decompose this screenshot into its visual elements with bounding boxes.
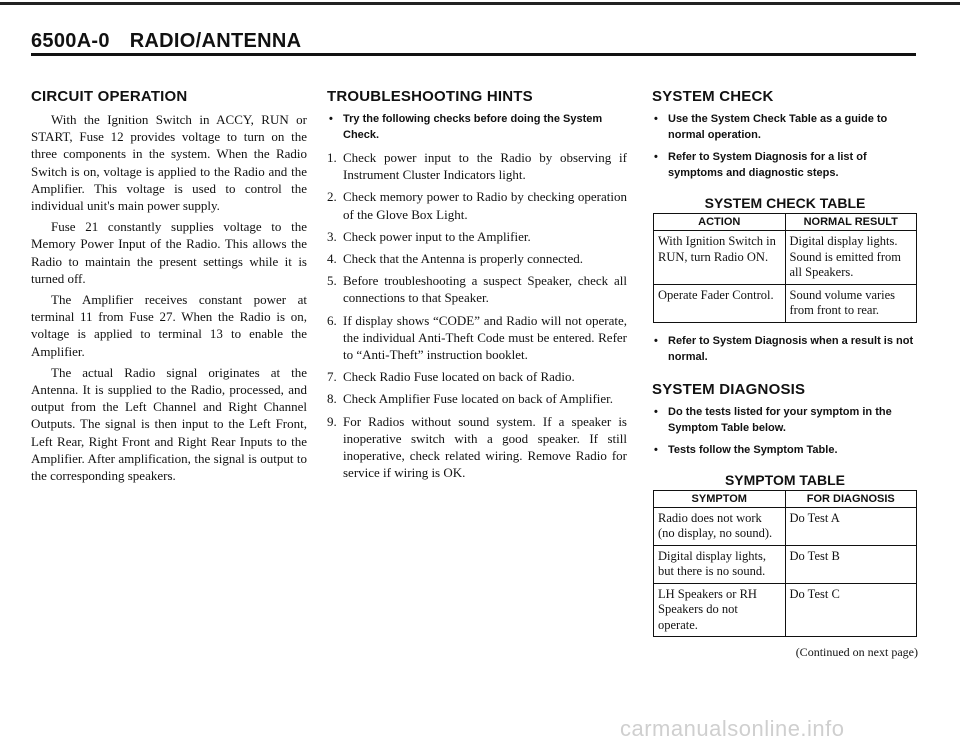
- system-diagnosis-bullet: • Do the tests listed for your symptom in the Symptom Table below.: [652, 404, 918, 436]
- step-number: 8.: [327, 391, 337, 407]
- table-cell: Do Test A: [785, 507, 917, 545]
- step-text: Before troubleshooting a suspect Speaker, check all connections to that Speaker.: [343, 273, 627, 306]
- column-header: NORMAL RESULT: [785, 214, 917, 231]
- troubleshooting-steps: [327, 149, 627, 481]
- table-cell: Digital display lights. Sound is emitted from all Speakers.: [785, 231, 917, 285]
- top-rule: [0, 2, 960, 5]
- step-text: Check power input to the Radio by observing if Instrument Cluster Indicators light.: [343, 150, 627, 183]
- table-row: [654, 545, 917, 583]
- system-check-table: [653, 213, 917, 323]
- step-number: 2.: [327, 189, 337, 205]
- system-check-heading: SYSTEM CHECK: [652, 88, 774, 105]
- table-cell: Digital display lights, but there is no sound.: [654, 545, 786, 583]
- step-text: If display shows “CODE” and Radio will not operate, the individual Anti-Theft Code must be entered. Refer to “Anti-Theft” instruction booklet.: [343, 312, 627, 363]
- circuit-paragraph: Fuse 21 constantly supplies voltage to the Memory Power Input of the Radio. This allows the Radio to maintain the present settings while it is turned off.: [31, 219, 307, 286]
- troubleshooting-section: [327, 88, 627, 486]
- list-item: [327, 390, 627, 407]
- system-diagnosis-bullet: • Tests follow the Symptom Table.: [652, 442, 918, 458]
- table-cell: Operate Fader Control.: [654, 284, 786, 322]
- list-item: [327, 368, 627, 385]
- list-item: [327, 188, 627, 222]
- step-text: Check memory power to Radio by checking operation of the Glove Box Light.: [343, 189, 627, 222]
- table-cell: Do Test B: [785, 545, 917, 583]
- system-check-section: [652, 88, 918, 660]
- step-number: 6.: [327, 312, 337, 328]
- watermark: carmanualsonline.info: [620, 716, 845, 741]
- system-check-bullet: • Use the System Check Table as a guide to normal operation.: [652, 111, 918, 143]
- table-row: [654, 583, 917, 637]
- header-rule: [31, 53, 916, 56]
- table-row: [654, 284, 917, 322]
- table-row: [654, 231, 917, 285]
- circuit-operation-heading: CIRCUIT OPERATION: [31, 88, 188, 105]
- section-title: RADIO/ANTENNA: [129, 30, 302, 52]
- table-cell: Do Test C: [785, 583, 917, 637]
- step-number: 3.: [327, 228, 337, 244]
- step-text: Check that the Antenna is properly connected.: [343, 251, 584, 267]
- table-cell: With Ignition Switch in RUN, turn Radio ON.: [654, 231, 786, 285]
- table-header-row: [654, 490, 917, 507]
- step-text: For Radios without sound system. If a speaker is inoperative switch with a good speaker. If still inoperative, check related wiring. Remove Radio for service if wiring is OK.: [343, 413, 627, 481]
- system-check-table-title: SYSTEM CHECK TABLE: [704, 195, 866, 211]
- column-header: FOR DIAGNOSIS: [785, 490, 917, 507]
- table-cell: LH Speakers or RH Speakers do not operate.: [654, 583, 786, 637]
- system-diagnosis-heading: SYSTEM DIAGNOSIS: [652, 380, 806, 398]
- list-item: [327, 250, 627, 267]
- list-item: [327, 312, 627, 364]
- step-text: Check Amplifier Fuse located on back of Amplifier.: [343, 391, 614, 407]
- step-number: 5.: [327, 273, 337, 289]
- system-check-note: • Refer to System Diagnosis when a result is not normal.: [652, 333, 918, 365]
- circuit-operation-section: [31, 88, 307, 484]
- circuit-paragraph: The Amplifier receives constant power at terminal 11 from Fuse 27. When the Radio is on, voltage is applied to terminal 13 to enable the Amplifier.: [31, 292, 307, 359]
- troubleshooting-heading: TROUBLESHOOTING HINTS: [327, 88, 533, 105]
- circuit-paragraph: With the Ignition Switch in ACCY, RUN or START, Fuse 12 provides voltage to turn on the three components in the system. When the Radio Switch is on, voltage is applied to the Radio and the Amplifier. This voltage is used to control the individual unit's main power supply.: [31, 112, 307, 214]
- page-header: [31, 30, 301, 53]
- step-text: Check Radio Fuse located on back of Radio.: [343, 369, 575, 385]
- column-header: ACTION: [654, 214, 786, 231]
- circuit-paragraph: The actual Radio signal originates at the Antenna. It is supplied to the Radio, processed, and output from the Left Channel and Right Channel Outputs. The signal is then input to the Left Front, Left Rear, Right Front and Right Rear Inputs to the Amplifier. After amplification, the signal is output to the corresponding speakers.: [31, 364, 307, 484]
- system-check-bullet: • Refer to System Diagnosis for a list of symptoms and diagnostic steps.: [652, 149, 918, 181]
- step-number: 1.: [327, 150, 337, 165]
- list-item: [327, 228, 627, 245]
- step-number: 7.: [327, 369, 337, 385]
- continued-note: (Continued on next page): [795, 645, 918, 659]
- troubleshooting-intro: • Try the following checks before doing the System Check.: [327, 111, 627, 143]
- list-item: [327, 149, 627, 183]
- list-item: [327, 413, 627, 482]
- section-code: 6500A-0: [31, 30, 110, 52]
- list-item: [327, 272, 627, 306]
- symptom-table: [653, 490, 917, 638]
- step-text: Check power input to the Amplifier.: [343, 228, 531, 244]
- table-cell: Radio does not work (no display, no sound).: [654, 507, 786, 545]
- symptom-table-title: SYMPTOM TABLE: [724, 471, 846, 488]
- table-header-row: [654, 214, 917, 231]
- step-number: 4.: [327, 251, 337, 267]
- table-row: [654, 507, 917, 545]
- step-number: 9.: [327, 413, 337, 429]
- table-cell: Sound volume varies from front to rear.: [785, 284, 917, 322]
- column-header: SYMPTOM: [654, 490, 786, 507]
